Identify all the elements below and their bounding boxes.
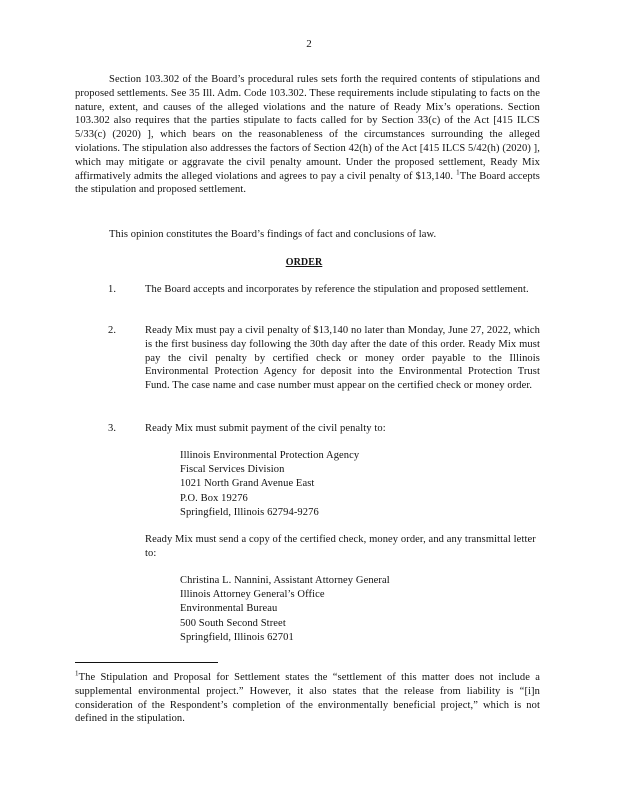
- address-line: 1021 North Grand Avenue East: [180, 478, 315, 490]
- order-heading: [0, 257, 618, 268]
- order-item-3: [108, 422, 540, 436]
- footnote-reference: 1: [456, 168, 460, 177]
- page-number: 2: [306, 38, 312, 50]
- address-line: Illinois Environmental Protection Agency: [180, 450, 360, 461]
- order-item-2: [108, 324, 540, 393]
- order-heading-text: ORDER: [285, 257, 323, 268]
- item-number: 1.: [108, 284, 117, 295]
- send-copy-instruction: Ready Mix must send a copy of the certified check, money order, and any transmittal letter to:: [145, 534, 536, 559]
- item-number: 2.: [108, 325, 117, 336]
- attorney-address: [180, 574, 390, 645]
- address-line: Christina L. Nannini, Assistant Attorney General: [180, 575, 390, 586]
- address-line: Fiscal Services Division: [180, 464, 285, 476]
- address-line: Springfield, Illinois 62794-9276: [180, 506, 319, 518]
- paragraph-tail: The Board accepts the stipulation and proposed settlement.: [75, 170, 540, 196]
- paragraph-body: Section 103.302 of the Board’s procedural rules sets forth the required contents of stipulations and proposed settlements. See 35 Ill. Adm. Code 103.302. These requirements include stipulating to facts on the nature, extent, and causes of the alleged violations and the nature of Ready Mix’s operations. Section 103.302 also requires that the parties stipulate to facts called for by Section 33(c) of the Act [415 ILCS 5/33(c) (2020) ], which bears on the reasonableness of the circumstances surrounding the alleged violations. The stipulation also addresses the factors of Section 42(h) of the Act [415 ILCS 5/42(h) (2020) ], which may mitigate or aggravate the civil penalty amount. Under the proposed settlement, Ready Mix affirmatively admits the alleged violations and agrees to pay a civil penalty of $13,140.: [75, 74, 540, 182]
- footnote: [75, 671, 540, 726]
- footnote-divider: [75, 662, 218, 663]
- address-line: 500 South Second Street: [180, 617, 286, 629]
- address-line: Environmental Bureau: [180, 603, 278, 615]
- footnote-text: The Stipulation and Proposal for Settlement states the “settlement of this matter does not include a supplemental environmental project.” However, it also states that the release from liability is “[i]n consideration of the Respondent’s completion of the environmentally beneficial project,” which is not defined in the stipulation.: [75, 672, 540, 725]
- item-text: Ready Mix must pay a civil penalty of $13,140 no later than Monday, June 27, 2022, which is the first business day following the 30th day after the date of this order. Ready Mix must pay the civil penalty by certified check or money order payable to the Illinois Environmental Protection Agency for deposit into the Environmental Protection Trust Fund. The case name and case number must appear on the certified check or money order.: [145, 325, 540, 392]
- footnote-marker: 1: [75, 669, 79, 678]
- item-text: The Board accepts and incorporates by reference the stipulation and proposed settlement.: [145, 284, 529, 295]
- item-text: Ready Mix must submit payment of the civil penalty to:: [145, 423, 386, 434]
- opinion-paragraph: This opinion constitutes the Board’s findings of fact and conclusions of law.: [109, 229, 437, 240]
- stipulation-paragraph: [75, 73, 540, 197]
- item-number: 3.: [108, 423, 117, 434]
- address-line: P.O. Box 19276: [180, 492, 248, 504]
- payment-address: [180, 449, 359, 520]
- address-line: Illinois Attorney General’s Office: [180, 589, 325, 601]
- address-line: Springfield, Illinois 62701: [180, 631, 294, 643]
- order-item-1: [108, 283, 540, 297]
